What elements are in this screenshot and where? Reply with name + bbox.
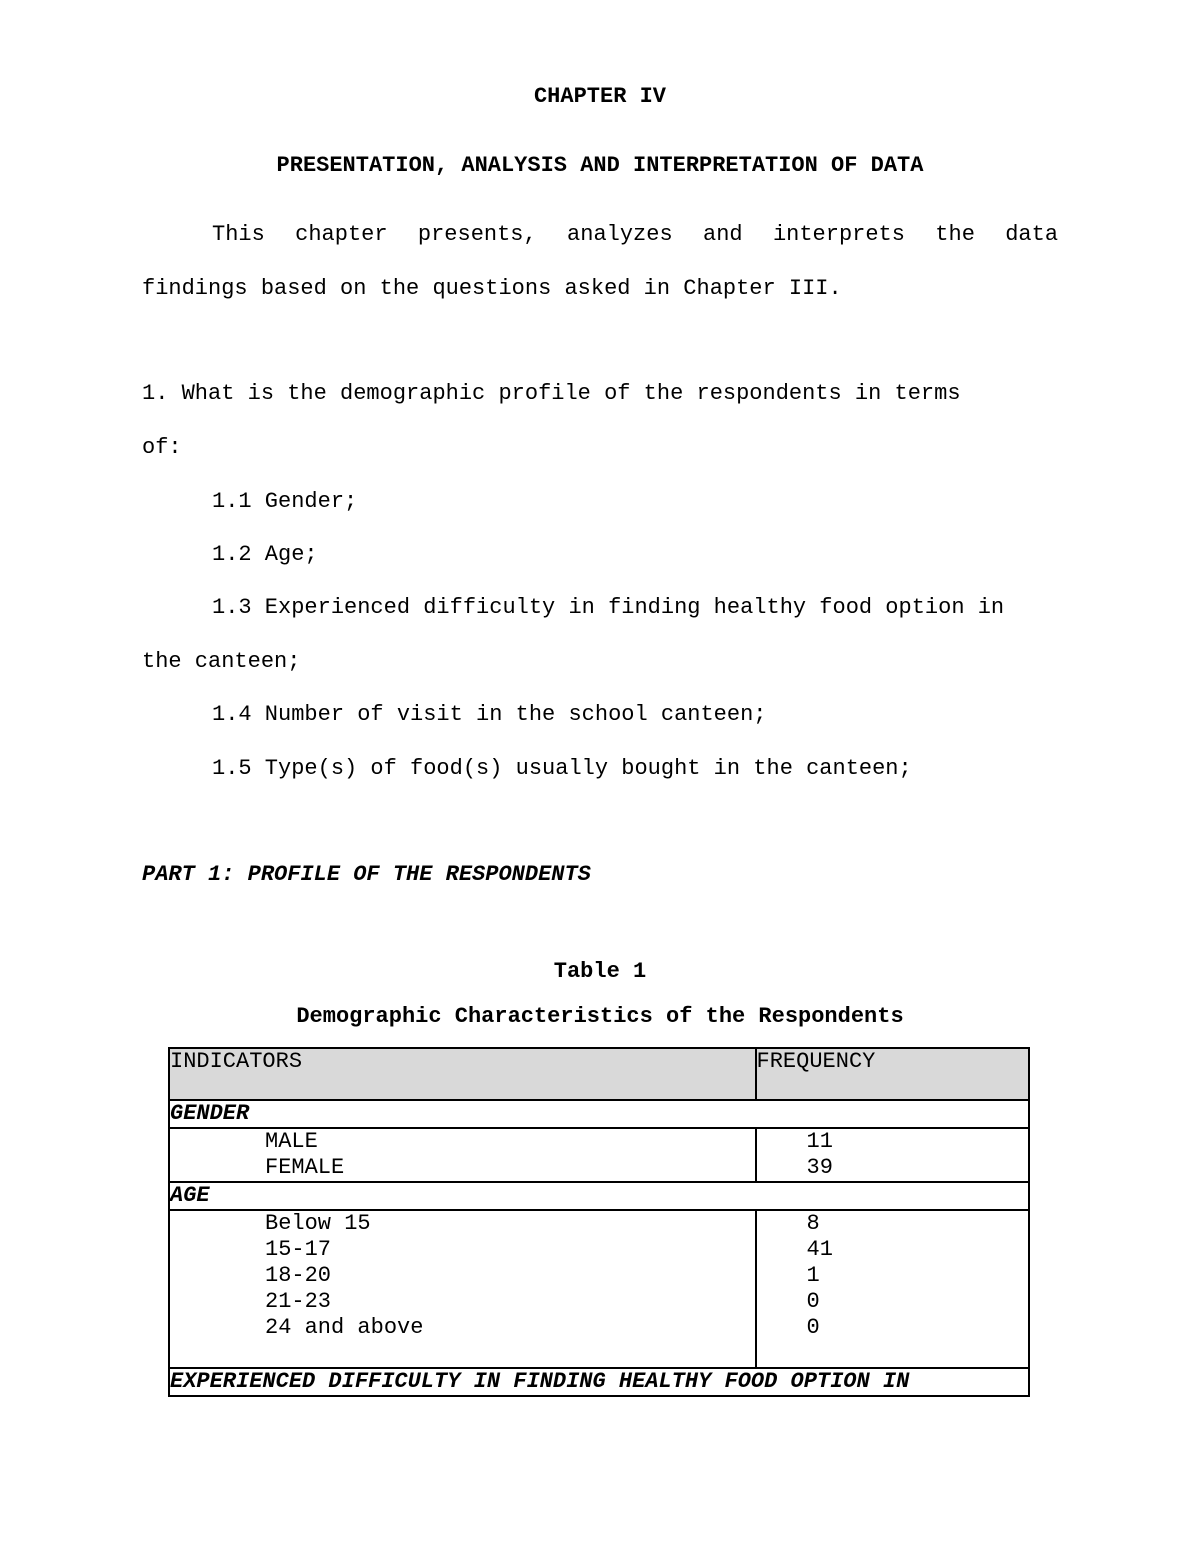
intro-word: the [935,222,975,247]
sub-question-1-2: 1.2 Age; [212,542,318,567]
row-value: 1 [756,1263,1029,1289]
intro-word: chapter [295,222,388,247]
row-value: 41 [756,1237,1029,1263]
sub-question-1-3-continuation: the canteen; [142,649,301,674]
table-row [169,1289,1029,1315]
intro-word: and [703,222,743,247]
age-category-label: AGE [170,1183,210,1208]
table-row [169,1210,1029,1237]
sub-question-1-3: 1.3 Experienced difficulty in finding healthy food option in [212,595,1005,620]
section-title: PRESENTATION, ANALYSIS AND INTERPRETATION OF DATA [276,153,924,178]
row-value: 11 [756,1128,1029,1155]
table-row [169,1315,1029,1341]
frequency-header: FREQUENCY [756,1048,1029,1100]
indicators-header: INDICATORS [169,1048,756,1100]
table-row [169,1155,1029,1182]
row-value: 0 [756,1289,1029,1315]
row-label: 18-20 [169,1263,756,1289]
difficulty-category-label: EXPERIENCED DIFFICULTY IN FINDING HEALTHY FOOD OPTION IN [170,1369,910,1394]
intro-word: analyzes [567,222,673,247]
intro-word: interprets [772,222,905,247]
row-label: Below 15 [169,1210,756,1237]
table-caption: Demographic Characteristics of the Respondents [296,1004,904,1029]
table-row [169,1128,1029,1155]
intro-word: This [212,222,265,247]
intro-paragraph-line-2: findings based on the questions asked in Chapter III. [142,276,842,301]
sub-question-1-5: 1.5 Type(s) of food(s) usually bought in the canteen; [212,756,912,781]
row-label: MALE [169,1128,756,1155]
row-label: 24 and above [169,1315,756,1341]
intro-paragraph-line-1 [142,222,1058,248]
row-label: FEMALE [169,1155,756,1182]
category-row-gender [169,1100,1029,1128]
row-value: 0 [756,1315,1029,1341]
sub-question-1-4: 1.4 Number of visit in the school canteen; [212,702,767,727]
table-row [169,1237,1029,1263]
table-header-row [169,1048,1029,1100]
chapter-title: CHAPTER IV [533,84,667,109]
part-heading: PART 1: PROFILE OF THE RESPONDENTS [142,862,591,887]
question-1-line-2: of: [142,435,182,460]
gender-category-label: GENDER [170,1101,250,1126]
intro-word: presents, [417,222,537,247]
row-label: 21-23 [169,1289,756,1315]
row-value: 39 [756,1155,1029,1182]
row-label: 15-17 [169,1237,756,1263]
intro-word: data [1005,222,1059,247]
category-row-difficulty [169,1368,1029,1396]
question-1-line-1: 1. What is the demographic profile of the respondents in terms [142,381,961,406]
row-value: 8 [756,1210,1029,1237]
sub-question-1-1: 1.1 Gender; [212,489,358,514]
category-row-age [169,1182,1029,1210]
table-spacer-row [169,1341,1029,1368]
table-row [169,1263,1029,1289]
demographics-table [168,1047,1030,1397]
table-number: Table 1 [553,959,647,984]
